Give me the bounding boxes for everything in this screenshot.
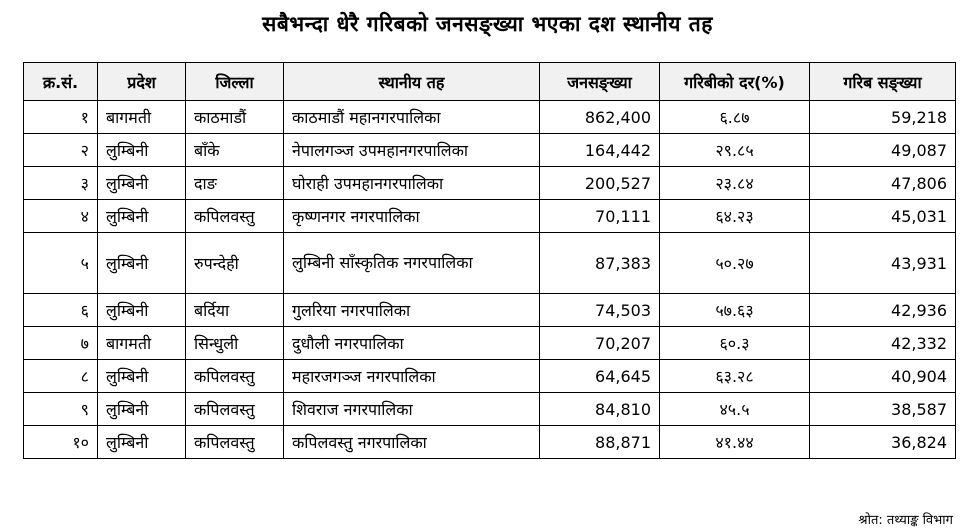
header-poor-count: गरिब सङ्ख्या (810, 63, 956, 101)
cell-district: काठमाडौं (186, 101, 284, 134)
cell-poor-count: 49,087 (810, 134, 956, 167)
cell-poverty-rate: २३.८४ (660, 167, 810, 200)
table-header-row (24, 63, 956, 101)
cell-local-level: कपिलवस्तु नगरपालिका (284, 426, 540, 459)
cell-sn: १० (24, 426, 98, 459)
cell-sn: ८ (24, 360, 98, 393)
cell-population: 200,527 (540, 167, 660, 200)
cell-sn: २ (24, 134, 98, 167)
cell-sn: ४ (24, 200, 98, 233)
cell-poor-count: 36,824 (810, 426, 956, 459)
header-district: जिल्ला (186, 63, 284, 101)
cell-local-level: गुलरिया नगरपालिका (284, 294, 540, 327)
poverty-table (23, 62, 956, 459)
cell-local-level: नेपालगञ्ज उपमहानगरपालिका (284, 134, 540, 167)
cell-local-level: काठमाडौं महानगरपालिका (284, 101, 540, 134)
cell-poor-count: 42,332 (810, 327, 956, 360)
cell-poverty-rate: ६०.३ (660, 327, 810, 360)
cell-province: लुम्बिनी (98, 167, 186, 200)
cell-province: लुम्बिनी (98, 200, 186, 233)
cell-poverty-rate: ६.८७ (660, 101, 810, 134)
cell-poverty-rate: ६४.२३ (660, 200, 810, 233)
cell-population: 87,383 (540, 233, 660, 294)
cell-poverty-rate: ६३.२८ (660, 360, 810, 393)
cell-population: 70,111 (540, 200, 660, 233)
cell-poor-count: 40,904 (810, 360, 956, 393)
cell-population: 84,810 (540, 393, 660, 426)
cell-sn: १ (24, 101, 98, 134)
table-row (24, 101, 956, 134)
cell-district: कपिलवस्तु (186, 393, 284, 426)
table-row (24, 167, 956, 200)
cell-poor-count: 59,218 (810, 101, 956, 134)
cell-poor-count: 45,031 (810, 200, 956, 233)
cell-sn: ९ (24, 393, 98, 426)
table-row (24, 200, 956, 233)
cell-poverty-rate: ५७.६३ (660, 294, 810, 327)
cell-poverty-rate: ४१.४४ (660, 426, 810, 459)
cell-population: 64,645 (540, 360, 660, 393)
table-row (24, 233, 956, 294)
table-row (24, 360, 956, 393)
cell-sn: ६ (24, 294, 98, 327)
cell-population: 74,503 (540, 294, 660, 327)
cell-poor-count: 43,931 (810, 233, 956, 294)
cell-poor-count: 38,587 (810, 393, 956, 426)
cell-population: 70,207 (540, 327, 660, 360)
header-sn: क्र.सं. (24, 63, 98, 101)
table-row (24, 134, 956, 167)
cell-province: लुम्बिनी (98, 426, 186, 459)
cell-district: सिन्धुली (186, 327, 284, 360)
cell-population: 164,442 (540, 134, 660, 167)
table-row (24, 327, 956, 360)
cell-local-level: लुम्बिनी साँस्कृतिक नगरपालिका (284, 233, 540, 294)
cell-province: लुम्बिनी (98, 360, 186, 393)
header-local-level: स्थानीय तह (284, 63, 540, 101)
cell-province: बागमती (98, 101, 186, 134)
cell-sn: ३ (24, 167, 98, 200)
cell-district: कपिलवस्तु (186, 360, 284, 393)
cell-district: बाँके (186, 134, 284, 167)
cell-district: दाङ (186, 167, 284, 200)
cell-district: कपिलवस्तु (186, 200, 284, 233)
cell-population: 862,400 (540, 101, 660, 134)
table-row (24, 426, 956, 459)
cell-province: लुम्बिनी (98, 393, 186, 426)
cell-district: बर्दिया (186, 294, 284, 327)
cell-poor-count: 42,936 (810, 294, 956, 327)
table-row (24, 294, 956, 327)
cell-sn: ५ (24, 233, 98, 294)
table-row (24, 393, 956, 426)
cell-district: कपिलवस्तु (186, 426, 284, 459)
cell-province: लुम्बिनी (98, 294, 186, 327)
cell-local-level: महारजगञ्ज नगरपालिका (284, 360, 540, 393)
header-province: प्रदेश (98, 63, 186, 101)
cell-local-level: घोराही उपमहानगरपालिका (284, 167, 540, 200)
cell-province: लुम्बिनी (98, 233, 186, 294)
cell-sn: ७ (24, 327, 98, 360)
cell-province: बागमती (98, 327, 186, 360)
cell-poverty-rate: २९.८५ (660, 134, 810, 167)
cell-poor-count: 47,806 (810, 167, 956, 200)
source-note: श्रोत: तथ्याङ्क विभाग (858, 513, 953, 528)
cell-district: रुपन्देही (186, 233, 284, 294)
cell-local-level: दुधौली नगरपालिका (284, 327, 540, 360)
cell-local-level: शिवराज नगरपालिका (284, 393, 540, 426)
cell-population: 88,871 (540, 426, 660, 459)
page-title: सबैभन्दा धेरै गरिबको जनसङ्ख्या भएका दश स्थानीय तह (262, 12, 713, 36)
header-population: जनसङ्ख्या (540, 63, 660, 101)
cell-local-level: कृष्णनगर नगरपालिका (284, 200, 540, 233)
cell-poverty-rate: ४५.५ (660, 393, 810, 426)
header-poverty-rate: गरिबीको दर(%) (660, 63, 810, 101)
cell-province: लुम्बिनी (98, 134, 186, 167)
cell-poverty-rate: ५०.२७ (660, 233, 810, 294)
